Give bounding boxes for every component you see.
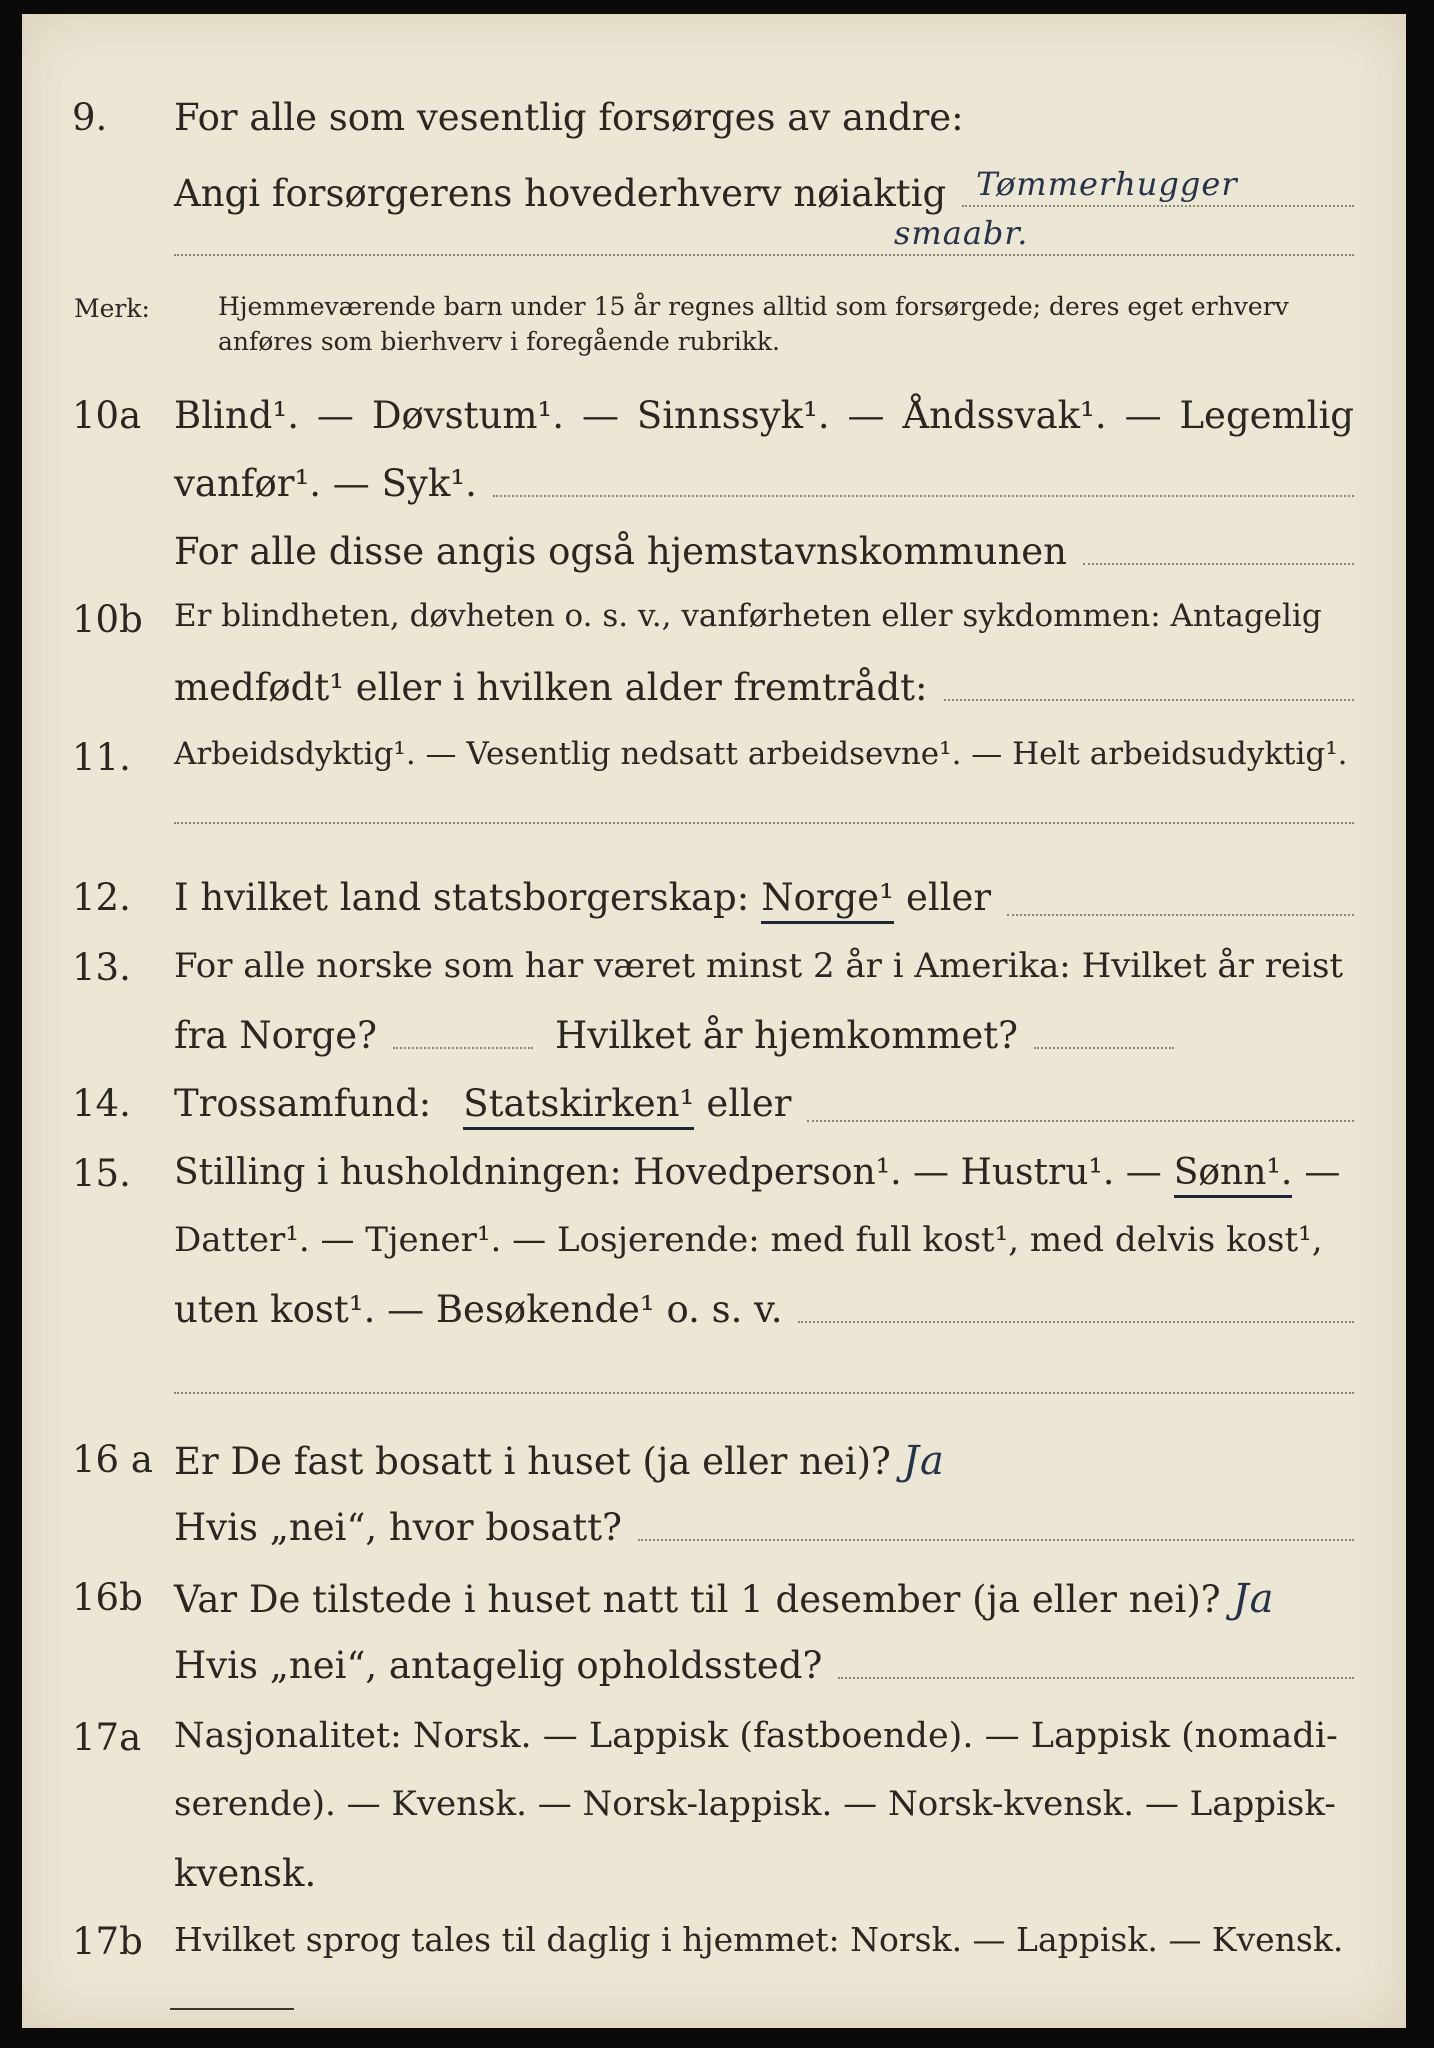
answer-field[interactable] — [493, 495, 1354, 497]
question-number: 15. — [72, 1152, 131, 1195]
answer-field[interactable] — [174, 822, 1354, 824]
question-line — [174, 1784, 1354, 1824]
question-line — [174, 1082, 1354, 1130]
question-text: kvensk. — [174, 1852, 317, 1895]
question-line — [174, 598, 1354, 634]
question-text: Er De fast bosatt i huset (ja eller nei)? — [174, 1440, 891, 1483]
option: Legemlig — [1179, 394, 1354, 437]
question-number: 14. — [72, 1082, 131, 1125]
census-form-page — [22, 14, 1406, 2028]
note-text — [218, 292, 1354, 356]
question-number: 11. — [72, 736, 131, 779]
answer-field[interactable] — [807, 1120, 1354, 1122]
option: Blind¹. — [174, 394, 299, 437]
question-text: Trossamfund: — [174, 1082, 432, 1125]
answer-field[interactable] — [798, 1321, 1354, 1323]
question-line — [174, 1716, 1354, 1756]
question-line — [174, 1644, 1354, 1687]
question-line — [174, 1288, 1354, 1331]
question-number: 16b — [72, 1576, 143, 1619]
handwritten-answer[interactable]: Ja — [1232, 1576, 1275, 1622]
question-text: uten kost¹. — Besøkende¹ o. s. v. — [174, 1288, 783, 1331]
question-line — [174, 666, 1354, 709]
question-line — [174, 394, 1354, 437]
answer-field-departure[interactable] — [393, 1047, 533, 1049]
separator: — — [316, 394, 354, 437]
question-number: 10a — [72, 394, 142, 437]
question-number: 12. — [72, 876, 131, 919]
question-text: Er blindheten, døvheten o. s. v., vanførheten eller sykdommen: Antagelig — [174, 598, 1322, 634]
answer-field[interactable] — [944, 699, 1354, 701]
separator: — — [581, 394, 619, 437]
selected-option[interactable]: Statskirken¹ — [463, 1082, 694, 1130]
question-line — [174, 876, 1354, 924]
separator: — — [1124, 394, 1162, 437]
question-line — [174, 1506, 1354, 1549]
handwritten-answer: Tømmerhugger — [976, 165, 1238, 203]
question-text: vanfør¹. — Syk¹. — [174, 462, 477, 505]
selected-option[interactable]: Norge¹ — [761, 876, 894, 924]
question-line — [174, 462, 1354, 505]
selected-option[interactable]: Sønn¹. — [1174, 1152, 1293, 1198]
separator: — — [847, 394, 885, 437]
question-number: 16 a — [72, 1438, 153, 1481]
question-number: 9. — [72, 96, 108, 139]
question-text: For alle norske som har været minst 2 år i Amerika: Hvilket år reist — [174, 946, 1344, 986]
option: Sinnssyk¹. — [636, 394, 830, 437]
question-text: eller — [905, 876, 992, 919]
question-text: eller — [706, 1082, 792, 1125]
question-line — [174, 946, 1354, 986]
answer-field-continued[interactable] — [174, 214, 1354, 256]
question-number: 10b — [72, 598, 143, 641]
footnote-rule — [170, 2008, 294, 2010]
question-line — [174, 530, 1354, 573]
question-text: Arbeidsdyktig¹. — Vesentlig nedsatt arbeidsevne¹. — Helt arbeidsudyktig¹. — [174, 736, 1348, 772]
separator: — — [1304, 1152, 1341, 1193]
question-text: I hvilket land statsborgerskap: — [174, 876, 750, 919]
question-text: Hvilket sprog tales til daglig i hjemmet: Norsk. — Lappisk. — Kvensk. — [174, 1920, 1344, 1959]
question-text: Hvis „nei“, antagelig opholdssted? — [174, 1644, 823, 1687]
question-line — [174, 1014, 1354, 1057]
question-line — [174, 1152, 1354, 1198]
question-text: Var De tilstede i huset natt til 1 desember (ja eller nei)? — [174, 1578, 1221, 1621]
handwritten-answer: smaabr. — [894, 214, 1029, 252]
answer-field[interactable] — [638, 1539, 1354, 1541]
question-text: serende). — Kvensk. — Norsk-lappisk. — Norsk-kvensk. — Lappisk- — [174, 1784, 1336, 1824]
question-text: Datter¹. — Tjener¹. — Losjerende: med full kost¹, med delvis kost¹, — [174, 1220, 1323, 1260]
question-line — [174, 736, 1354, 772]
question-text: Stilling i husholdningen: Hovedperson¹. — Hustru¹. — — [174, 1152, 1162, 1193]
question-line — [174, 1852, 1354, 1895]
handwritten-answer[interactable]: Ja — [902, 1438, 945, 1484]
question-number: 17b — [72, 1920, 143, 1963]
question-line — [174, 1920, 1354, 1959]
option: Døvstum¹. — [371, 394, 565, 437]
question-line — [174, 1576, 1354, 1622]
question-line — [174, 165, 1354, 215]
answer-field[interactable] — [1083, 563, 1354, 565]
answer-field[interactable] — [1007, 914, 1354, 916]
question-line — [174, 1438, 1354, 1484]
question-text: Hvis „nei“, hvor bosatt? — [174, 1506, 622, 1549]
question-text: Nasjonalitet: Norsk. — Lappisk (fastboende). — Lappisk (nomadi- — [174, 1716, 1338, 1756]
question-text: Angi forsørgerens hovederhverv nøiaktig — [174, 172, 947, 215]
question-text: Hvilket år hjemkommet? — [554, 1014, 1019, 1057]
answer-field-continued[interactable] — [174, 1392, 1354, 1394]
question-number: 17a — [72, 1716, 142, 1759]
question-number: 13. — [72, 946, 131, 989]
option: Åndssvak¹. — [902, 394, 1107, 437]
note-line: anføres som bierhverv i foregående rubrikk. — [218, 327, 780, 356]
answer-field[interactable] — [962, 165, 1354, 207]
question-text: medfødt¹ eller i hvilken alder fremtrådt: — [174, 666, 928, 709]
answer-field[interactable] — [838, 1677, 1354, 1679]
note-label: Merk: — [74, 294, 150, 323]
question-text: For alle disse angis også hjemstavnskommunen — [174, 530, 1068, 573]
question-text: fra Norge? — [174, 1014, 377, 1057]
question-line — [174, 96, 1354, 139]
note-line: Hjemmeværende barn under 15 år regnes alltid som forsørgede; deres eget erhverv — [218, 292, 1289, 321]
question-text: For alle som vesentlig forsørges av andre: — [174, 96, 964, 139]
answer-field-return[interactable] — [1034, 1047, 1174, 1049]
question-line — [174, 1220, 1354, 1260]
